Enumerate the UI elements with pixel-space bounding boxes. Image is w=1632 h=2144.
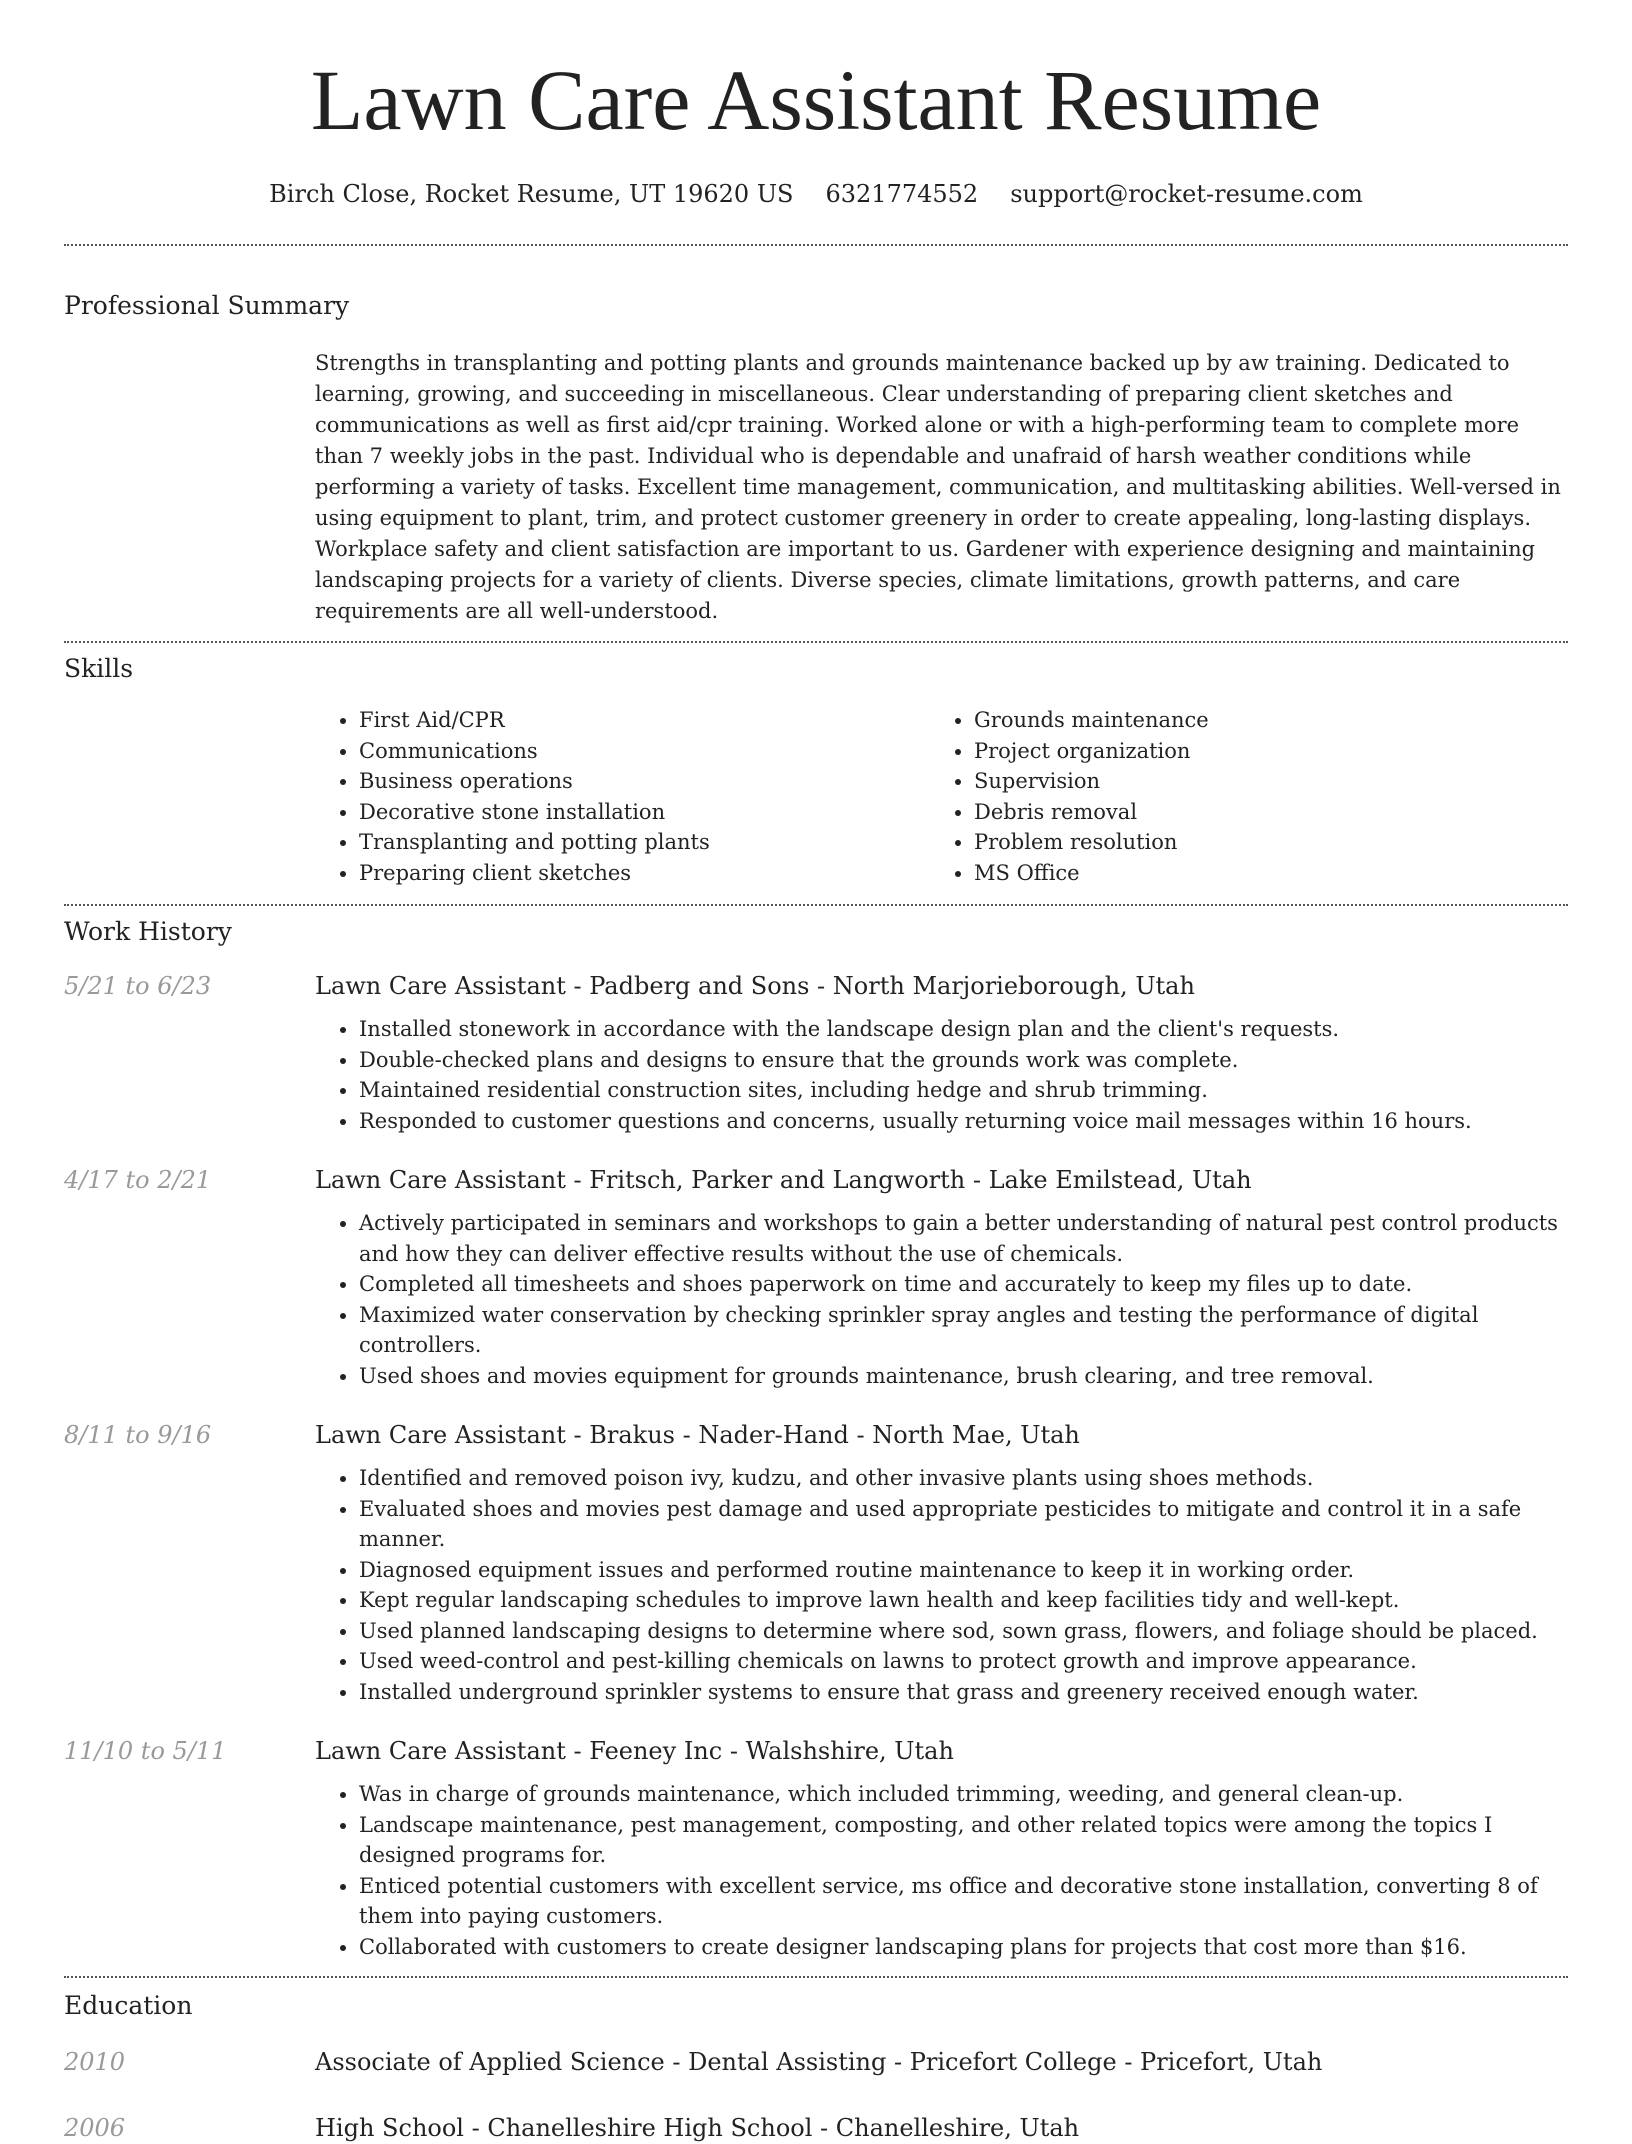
job-heading: Lawn Care Assistant - Padberg and Sons - North Marjorieborough, Utah — [315, 972, 1195, 1000]
job-bullets — [315, 1208, 1568, 1391]
section-title-education: Education — [64, 1991, 193, 2020]
job-bullet: • Installed stonework in accordance with the landscape design plan and the client's requests. — [359, 1014, 1568, 1045]
job-bullet: • Responded to customer questions and concerns, usually returning voice mail messages within 16 hours. — [359, 1106, 1568, 1137]
job-bullet: • Used planned landscaping designs to determine where sod, sown grass, flowers, and foliage should be placed. — [359, 1616, 1568, 1647]
section-title-work-history: Work History — [64, 917, 232, 946]
resume-title: Lawn Care Assistant Resume — [310, 52, 1322, 148]
contact-phone: 6321774552 — [825, 180, 979, 208]
job-bullet: • Kept regular landscaping schedules to improve lawn health and keep facilities tidy and well-kept. — [359, 1585, 1568, 1616]
skill-item: • Communications — [359, 736, 930, 767]
education-heading: Associate of Applied Science - Dental Assisting - Pricefort College - Pricefort, Utah — [315, 2048, 1323, 2076]
skill-item: • Supervision — [974, 766, 1545, 797]
skill-item: • Problem resolution — [974, 827, 1545, 858]
job-bullet: • Enticed potential customers with excellent service, ms office and decorative stone installation, converting 8 of them into paying customers. — [359, 1871, 1568, 1932]
education-entry — [64, 2046, 1568, 2078]
skill-item: • MS Office — [974, 858, 1545, 889]
job-entry — [64, 970, 1568, 1136]
skill-item: • Project organization — [974, 736, 1545, 767]
job-heading: Lawn Care Assistant - Brakus - Nader-Hand - North Mae, Utah — [315, 1421, 1080, 1449]
education-heading: High School - Chanelleshire High School - Chanelleshire, Utah — [315, 2114, 1080, 2142]
job-bullet: • Double-checked plans and designs to ensure that the grounds work was complete. — [359, 1045, 1568, 1076]
job-bullet: • Used weed-control and pest-killing chemicals on lawns to protect growth and improve appearance. — [359, 1646, 1568, 1677]
education-entry — [64, 2112, 1568, 2144]
job-bullet: • Used shoes and movies equipment for grounds maintenance, brush clearing, and tree removal. — [359, 1361, 1568, 1392]
resume-page — [64, 0, 1568, 2144]
job-entry — [64, 1164, 1568, 1391]
education-year: 2006 — [64, 2114, 126, 2142]
job-bullet: • Was in charge of grounds maintenance, which included trimming, weeding, and general clean-up. — [359, 1779, 1568, 1810]
job-bullet: • Maximized water conservation by checking sprinkler spray angles and testing the performance of digital controllers. — [359, 1300, 1568, 1361]
job-dates: 8/11 to 9/16 — [64, 1421, 212, 1449]
job-bullet: • Identified and removed poison ivy, kudzu, and other invasive plants using shoes methods. — [359, 1463, 1568, 1494]
contact-line — [64, 178, 1568, 210]
section-title-skills: Skills — [64, 654, 134, 683]
job-bullet: • Maintained residential construction sites, including hedge and shrub trimming. — [359, 1075, 1568, 1106]
skills-list — [315, 705, 1568, 888]
summary-divider — [64, 641, 1568, 643]
skills-column-left — [315, 705, 930, 888]
job-bullet: • Installed underground sprinkler systems to ensure that grass and greenery received enough water. — [359, 1677, 1568, 1708]
work-divider — [64, 1976, 1568, 1978]
job-bullet: • Landscape maintenance, pest management, composting, and other related topics were among the topics I designed programs for. — [359, 1810, 1568, 1871]
job-heading: Lawn Care Assistant - Feeney Inc - Walshshire, Utah — [315, 1737, 954, 1765]
header-divider — [64, 244, 1568, 246]
job-bullet: • Evaluated shoes and movies pest damage and used appropriate pesticides to mitigate and control it in a safe manner. — [359, 1494, 1568, 1555]
job-bullet: • Collaborated with customers to create designer landscaping plans for projects that cost more than $16. — [359, 1932, 1568, 1963]
summary-text: Strengths in transplanting and potting plants and grounds maintenance backed up by aw training. Dedicated to learning, growing, and succeeding in miscellaneous. Clear understanding of preparing client sketches and communications as well as first aid/cpr training. Worked alone or with a high-performing team to complete more than 7 weekly jobs in the past. Individual who is dependable and unafraid of harsh weather conditions while performing a variety of tasks. Excellent time management, communication, and multitasking abilities. Well-versed in using equipment to plant, trim, and protect customer greenery in order to create appealing, long-lasting displays. Workplace safety and client satisfaction are important to us. Gardener with experience designing and maintaining landscaping projects for a variety of clients. Diverse species, climate limitations, growth patterns, and care requirements are all well-understood. — [315, 351, 1561, 623]
skills-column-right — [930, 705, 1545, 888]
skills-divider — [64, 904, 1568, 906]
job-dates: 5/21 to 6/23 — [64, 972, 212, 1000]
job-bullets — [315, 1779, 1568, 1962]
job-bullet: • Diagnosed equipment issues and performed routine maintenance to keep it in working order. — [359, 1555, 1568, 1586]
job-bullets — [315, 1463, 1568, 1707]
job-entry — [64, 1735, 1568, 1962]
job-bullet: • Actively participated in seminars and workshops to gain a better understanding of natural pest control products and how they can deliver effective results without the use of chemicals. — [359, 1208, 1568, 1269]
contact-address: Birch Close, Rocket Resume, UT 19620 US — [269, 180, 794, 208]
job-bullet: • Completed all timesheets and shoes paperwork on time and accurately to keep my files up to date. — [359, 1269, 1568, 1300]
job-dates: 4/17 to 2/21 — [64, 1166, 212, 1194]
contact-email[interactable]: support@rocket-resume.com — [1010, 180, 1363, 208]
section-title-summary: Professional Summary — [64, 291, 350, 320]
skill-item: • Transplanting and potting plants — [359, 827, 930, 858]
education-year: 2010 — [64, 2048, 126, 2076]
skill-item: • Decorative stone installation — [359, 797, 930, 828]
job-dates: 11/10 to 5/11 — [64, 1737, 227, 1765]
skill-item: • Debris removal — [974, 797, 1545, 828]
job-heading: Lawn Care Assistant - Fritsch, Parker and Langworth - Lake Emilstead, Utah — [315, 1166, 1252, 1194]
skill-item: • Business operations — [359, 766, 930, 797]
job-entry — [64, 1419, 1568, 1707]
skill-item: • Preparing client sketches — [359, 858, 930, 889]
skill-item: • First Aid/CPR — [359, 705, 930, 736]
skill-item: • Grounds maintenance — [974, 705, 1545, 736]
job-bullets — [315, 1014, 1568, 1136]
